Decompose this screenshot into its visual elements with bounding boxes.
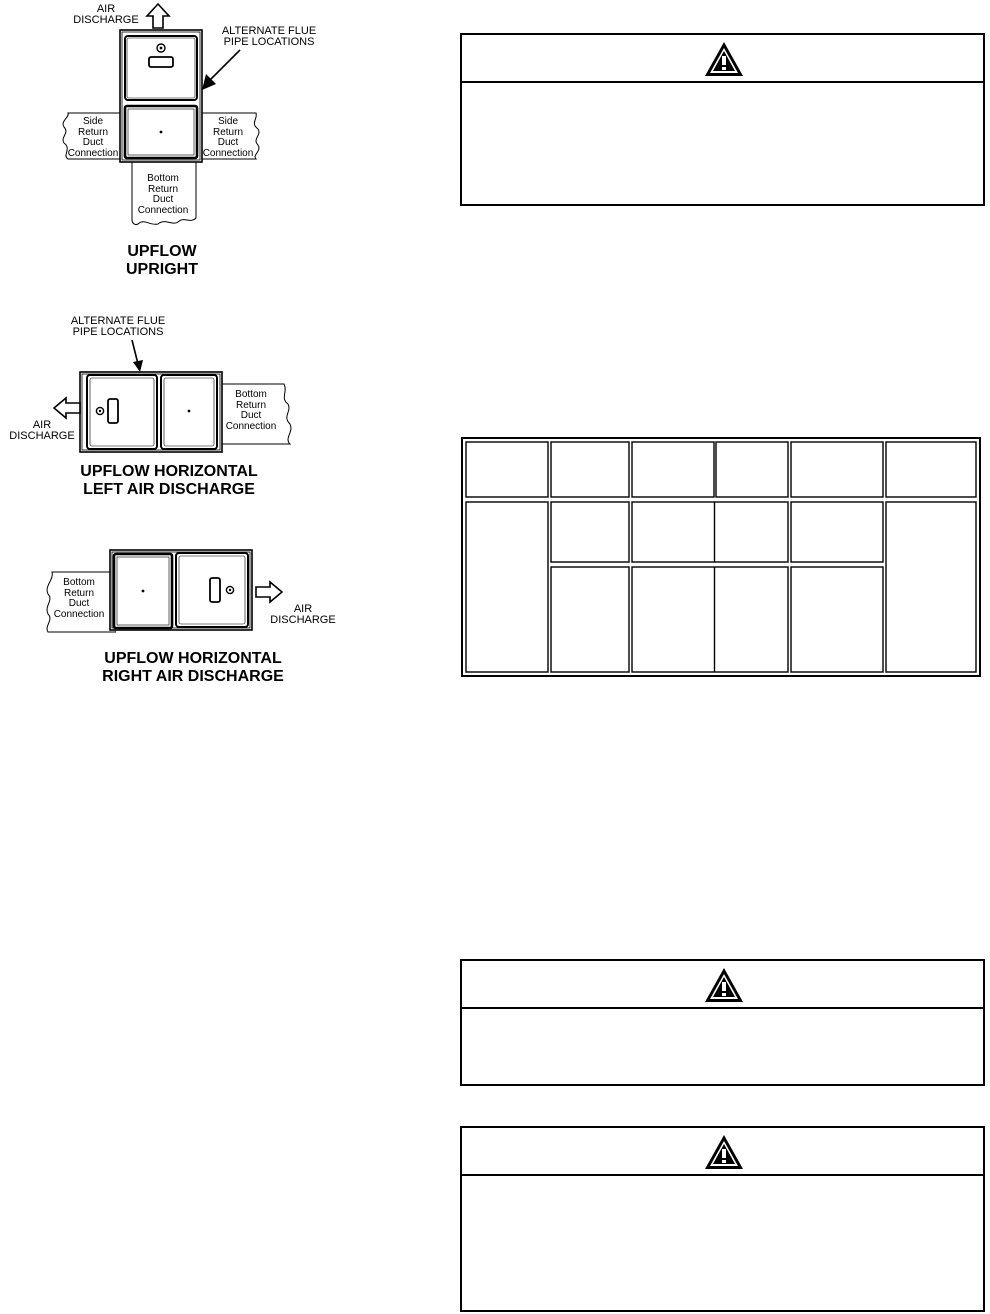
side-return-left-label: Side Return Duct Connection — [67, 116, 119, 159]
table-grid — [463, 439, 979, 675]
side-return-right-label: Side Return Duct Connection — [202, 116, 254, 159]
furnace-cabinet-horizontal-left — [78, 370, 224, 454]
warning-header — [462, 35, 983, 83]
data-table — [461, 437, 981, 677]
air-discharge-right-arrow-icon — [254, 580, 284, 604]
bottom-return-label-right: Bottom Return Duct Connection — [53, 577, 105, 620]
warning-box-middle — [460, 959, 985, 1086]
warning-header — [462, 961, 983, 1009]
air-discharge-label-right: AIR DISCHARGE — [270, 603, 336, 626]
flue-pointer-arrow-icon — [126, 338, 146, 374]
bottom-return-label: Bottom Return Duct Connection — [137, 173, 189, 216]
upflow-horizontal-right-diagram — [0, 540, 420, 700]
upflow-upright-diagram — [0, 0, 420, 290]
air-discharge-label: AIR DISCHARGE — [73, 3, 139, 26]
warning-header — [462, 1128, 983, 1176]
warning-box-bottom — [460, 1126, 985, 1312]
warning-triangle-icon — [704, 1134, 744, 1170]
upflow-horizontal-left-diagram — [0, 300, 420, 510]
air-discharge-label-left: AIR DISCHARGE — [9, 419, 75, 442]
warning-triangle-icon — [704, 41, 744, 77]
furnace-cabinet-upright — [118, 28, 204, 164]
air-discharge-left-arrow-icon — [52, 396, 82, 420]
caption-upflow-upright: UPFLOW UPRIGHT — [126, 243, 198, 278]
alternate-flue-label-left: ALTERNATE FLUE PIPE LOCATIONS — [70, 315, 166, 338]
warning-box-top — [460, 33, 985, 206]
caption-upflow-horizontal-left: UPFLOW HORIZONTAL LEFT AIR DISCHARGE — [80, 463, 258, 498]
air-discharge-up-arrow-icon — [145, 2, 171, 30]
alternate-flue-label: ALTERNATE FLUE PIPE LOCATIONS — [221, 25, 317, 48]
bottom-return-label-left: Bottom Return Duct Connection — [225, 389, 277, 432]
warning-triangle-icon — [704, 967, 744, 1003]
caption-upflow-horizontal-right: UPFLOW HORIZONTAL RIGHT AIR DISCHARGE — [102, 650, 284, 685]
furnace-cabinet-horizontal-right — [108, 548, 254, 632]
